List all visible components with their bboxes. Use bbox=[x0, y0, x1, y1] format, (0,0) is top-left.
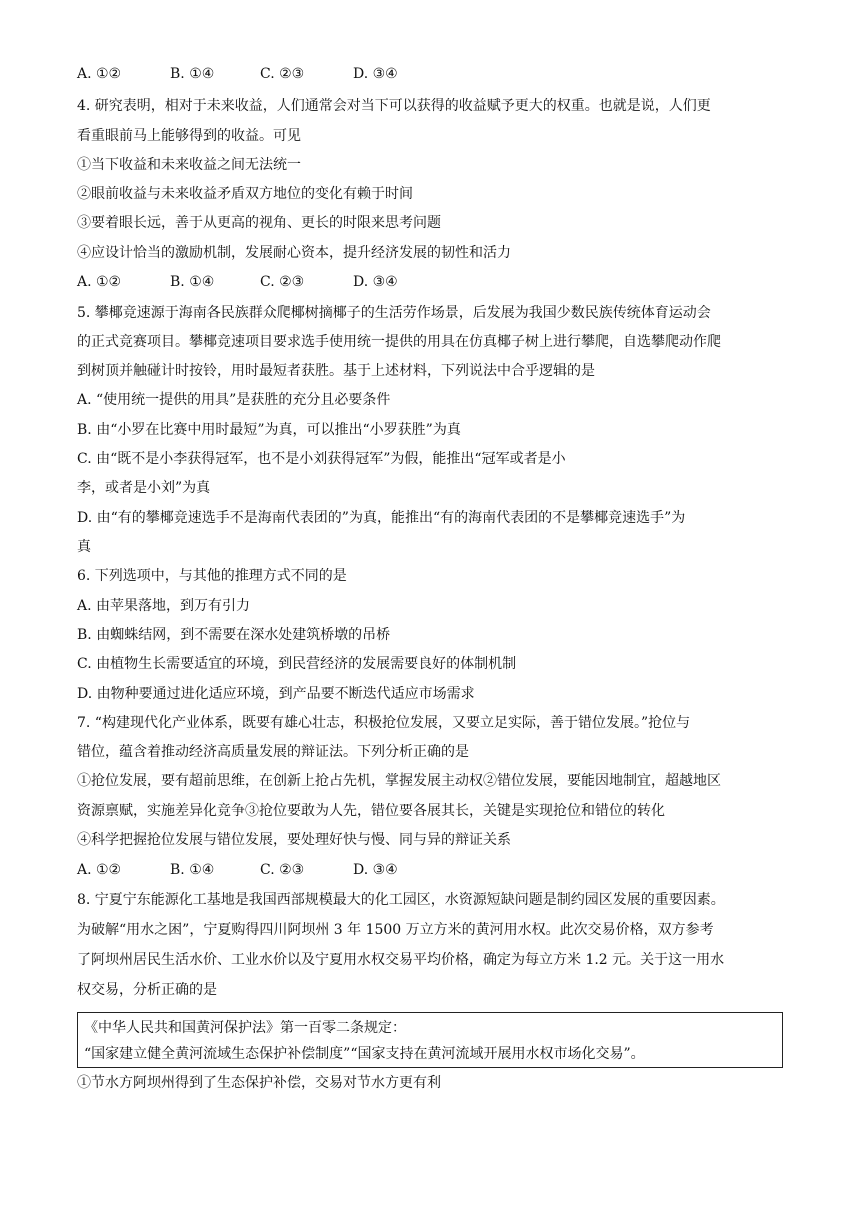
law-quote-title: 《中华人民共和国黄河保护法》第一百零二条规定： bbox=[84, 1020, 406, 1036]
q5-choice-d-cont: 真 bbox=[77, 539, 91, 555]
q5-stem-line: 到树顶并触碰计时按铃，用时最短者获胜。基于上述材料，下列说法中合乎逻辑的是 bbox=[77, 363, 595, 379]
q8-item: ①节水方阿坝州得到了生态保护补偿，交易对节水方更有利 bbox=[77, 1075, 441, 1091]
q7-option-c: C. ②③ bbox=[260, 862, 305, 878]
q5-choice-d: D. 由“有的攀椰竞速选手不是海南代表团的”为真，能推出“有的海南代表团的不是攀椰竞速选手”为 bbox=[77, 510, 686, 526]
q5-stem-line: 5. 攀椰竞速源于海南各民族群众爬椰树摘椰子的生活劳作场景，后发展为我国少数民族传统体育运动会 bbox=[77, 305, 711, 321]
q4-item: ②眼前收益与未来收益矛盾双方地位的变化有赖于时间 bbox=[77, 186, 413, 202]
q8-stem-line: 8. 宁夏宁东能源化工基地是我国西部规模最大的化工园区，水资源短缺问题是制约园区发展的重要因素。 bbox=[77, 892, 725, 908]
q6-choice-d: D. 由物种要通过进化适应环境，到产品要不断迭代适应市场需求 bbox=[77, 686, 475, 702]
q4-option-c: C. ②③ bbox=[260, 274, 305, 290]
q7-options bbox=[77, 860, 787, 880]
q4-option-a: A. ①② bbox=[77, 274, 122, 290]
q4-stem-line: 4. 研究表明，相对于未来收益，人们通常会对当下可以获得的收益赋予更大的权重。也就是说，人们更 bbox=[77, 98, 711, 114]
q3-option-a: A. ①② bbox=[77, 66, 122, 82]
q8-stem-line: 权交易，分析正确的是 bbox=[77, 982, 217, 998]
q7-option-d: D. ③④ bbox=[353, 862, 398, 878]
q6-choice-b: B. 由蜘蛛结网，到不需要在深水处建筑桥墩的吊桥 bbox=[77, 627, 391, 643]
q7-item: ④科学把握抢位发展与错位发展，要处理好快与慢、同与异的辩证关系 bbox=[77, 832, 511, 848]
q5-choice-c: C. 由“既不是小李获得冠军，也不是小刘获得冠军”为假，能推出“冠军或者是小 bbox=[77, 451, 566, 467]
law-quote-text: “国家建立健全黄河流域生态保护补偿制度”“国家支持在黄河流域开展用水权市场化交易”。 bbox=[84, 1046, 645, 1062]
q4-options bbox=[77, 272, 787, 292]
q5-choice-a: A. “使用统一提供的用具”是获胜的充分且必要条件 bbox=[77, 392, 391, 408]
q7-stem-line: 7. “构建现代化产业体系，既要有雄心壮志，积极抢位发展，又要立足实际，善于错位发展。”抢位与 bbox=[77, 715, 691, 731]
q7-item: 资源禀赋，实施差异化竞争③抢位要敢为人先，错位要各展其长，关键是实现抢位和错位的转化 bbox=[77, 803, 665, 819]
q4-item: ④应设计恰当的激励机制，发展耐心资本，提升经济发展的韧性和活力 bbox=[77, 245, 511, 261]
q4-option-b: B. ①④ bbox=[170, 274, 215, 290]
q4-stem-line: 看重眼前马上能够得到的收益。可见 bbox=[77, 128, 301, 144]
q8-stem-line: 为破解“用水之困”，宁夏购得四川阿坝州 3 年 1500 万立方米的黄河用水权。此次交易价格，双方参考 bbox=[77, 922, 714, 938]
q7-item: ①抢位发展，要有超前思维，在创新上抢占先机，掌握发展主动权②错位发展，要能因地制宜，超越地区 bbox=[77, 773, 721, 789]
law-quote-box bbox=[77, 1012, 783, 1068]
q4-option-d: D. ③④ bbox=[353, 274, 398, 290]
q5-stem-line: 的正式竞赛项目。攀椰竞速项目要求选手使用统一提供的用具在仿真椰子树上进行攀爬，自选攀爬动作爬 bbox=[77, 334, 721, 350]
q3-option-b: B. ①④ bbox=[170, 66, 215, 82]
q6-choice-c: C. 由植物生长需要适宜的环境，到民营经济的发展需要良好的体制机制 bbox=[77, 656, 517, 672]
q7-stem-line: 错位，蕴含着推动经济高质量发展的辩证法。下列分析正确的是 bbox=[77, 744, 469, 760]
q6-choice-a: A. 由苹果落地，到万有引力 bbox=[77, 598, 251, 614]
q3-options bbox=[77, 64, 787, 84]
q7-option-b: B. ①④ bbox=[170, 862, 215, 878]
q8-stem-line: 了阿坝州居民生活水价、工业水价以及宁夏用水权交易平均价格，确定为每立方米 1.2 元。关于这一用水 bbox=[77, 952, 725, 968]
q5-choice-b: B. 由“小罗在比赛中用时最短”为真，可以推出“小罗获胜”为真 bbox=[77, 422, 461, 438]
q4-item: ③要着眼长远，善于从更高的视角、更长的时限来思考问题 bbox=[77, 215, 441, 231]
q4-item: ①当下收益和未来收益之间无法统一 bbox=[77, 157, 301, 173]
q3-option-d: D. ③④ bbox=[353, 66, 398, 82]
q5-choice-c-cont: 李，或者是小刘”为真 bbox=[77, 480, 211, 496]
q3-option-c: C. ②③ bbox=[260, 66, 305, 82]
q6-stem: 6. 下列选项中，与其他的推理方式不同的是 bbox=[77, 568, 347, 584]
q7-option-a: A. ①② bbox=[77, 862, 122, 878]
